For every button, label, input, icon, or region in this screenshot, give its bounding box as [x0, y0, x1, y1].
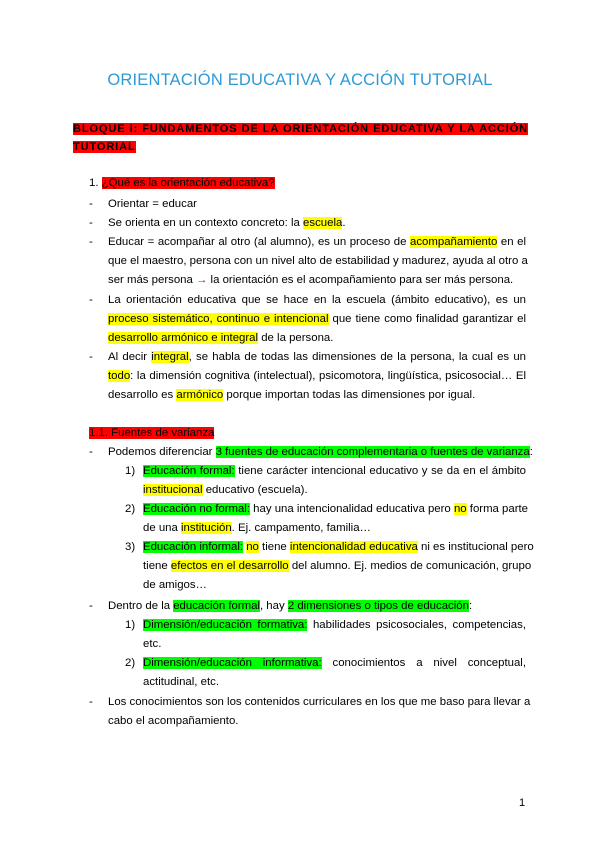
numbered-item-cont: de una institución. Ej. campamento, familia… [143, 522, 371, 534]
list-item: Podemos diferenciar 3 fuentes de educación complementaria o fuentes de varianza: [108, 446, 533, 458]
bullet-dash: - [89, 217, 93, 229]
numbered-item: Educación formal: tiene carácter intencional educativo y se da en el ámbito [143, 465, 526, 477]
list-item-cont: que el maestro, persona con un nivel alto de estabilidad y madurez, ayuda al otro a [108, 255, 528, 267]
list-number: 2) [125, 503, 136, 515]
bullet-dash: - [89, 600, 93, 612]
section-heading: 1.1. Fuentes de varianza [89, 427, 215, 439]
bullet-dash: - [89, 696, 93, 708]
numbered-item-cont: de amigos… [143, 579, 207, 591]
numbered-item-cont: tiene efectos en el desarrollo del alumno. Ej. medios de comunicación, grupo [143, 560, 532, 572]
numbered-item: Educación no formal: hay una intencionalidad educativa pero no forma parte [143, 503, 529, 515]
list-item-cont: ser más persona → la orientación es el acompañamiento para ser más persona. [108, 274, 514, 286]
list-item: La orientación educativa que se hace en la escuela (ámbito educativo), es un [108, 294, 526, 306]
section-heading: 1. ¿Qué es la orientación educativa? [89, 177, 275, 189]
list-item-cont: desarrollo armónico e integral de la persona. [108, 332, 334, 344]
list-item: Educar = acompañar al otro (al alumno), es un proceso de acompañamiento en el [108, 236, 526, 248]
bullet-dash: - [89, 294, 93, 306]
list-item-cont: desarrollo es armónico porque importan todas las dimensiones por igual. [108, 389, 476, 401]
list-item: Al decir integral, se habla de todas las dimensiones de la persona, la cual es un [108, 351, 527, 363]
numbered-item-cont: etc. [143, 638, 162, 650]
bullet-dash: - [89, 351, 93, 363]
list-number: 1) [125, 619, 136, 631]
block-heading [73, 120, 528, 156]
numbered-item-cont: actitudinal, etc. [143, 676, 219, 688]
page-number: 1 [519, 797, 526, 809]
numbered-item-cont: institucional educativo (escuela). [143, 484, 308, 496]
numbered-item: Dimensión/educación formativa: habilidades psicosociales, competencias, [143, 619, 526, 631]
list-item-cont: todo: la dimensión cognitiva (intelectual), psicomotora, lingüística, psicosocial… El [108, 370, 526, 382]
bullet-dash: - [89, 446, 93, 458]
list-item-cont: cabo el acompañamiento. [108, 715, 239, 727]
block-heading-text: BLOQUE I: FUNDAMENTOS DE LA ORIENTACIÓN EDUCATIVA Y LA ACCIÓN TUTORIAL [73, 123, 528, 153]
numbered-item: Educación informal: no tiene intencionalidad educativa ni es institucional pero [143, 541, 534, 553]
list-item: Orientar = educar [108, 198, 197, 210]
list-item: Dentro de la educación formal, hay 2 dimensiones o tipos de educación: [108, 600, 473, 612]
bullet-dash: - [89, 236, 93, 248]
bullet-dash: - [89, 198, 93, 210]
list-number: 2) [125, 657, 136, 669]
document-title: ORIENTACIÓN EDUCATIVA Y ACCIÓN TUTORIAL [107, 71, 493, 89]
list-item: Los conocimientos son los contenidos curriculares en los que me baso para llevar a [108, 696, 531, 708]
list-item: Se orienta en un contexto concreto: la escuela. [108, 217, 346, 229]
list-number: 3) [125, 541, 136, 553]
list-item-cont: proceso sistemático, continuo e intencional que tiene como finalidad garantizar el [108, 313, 526, 325]
numbered-item: Dimensión/educación informativa: conocimientos a nivel conceptual, [143, 657, 526, 669]
list-number: 1) [125, 465, 136, 477]
